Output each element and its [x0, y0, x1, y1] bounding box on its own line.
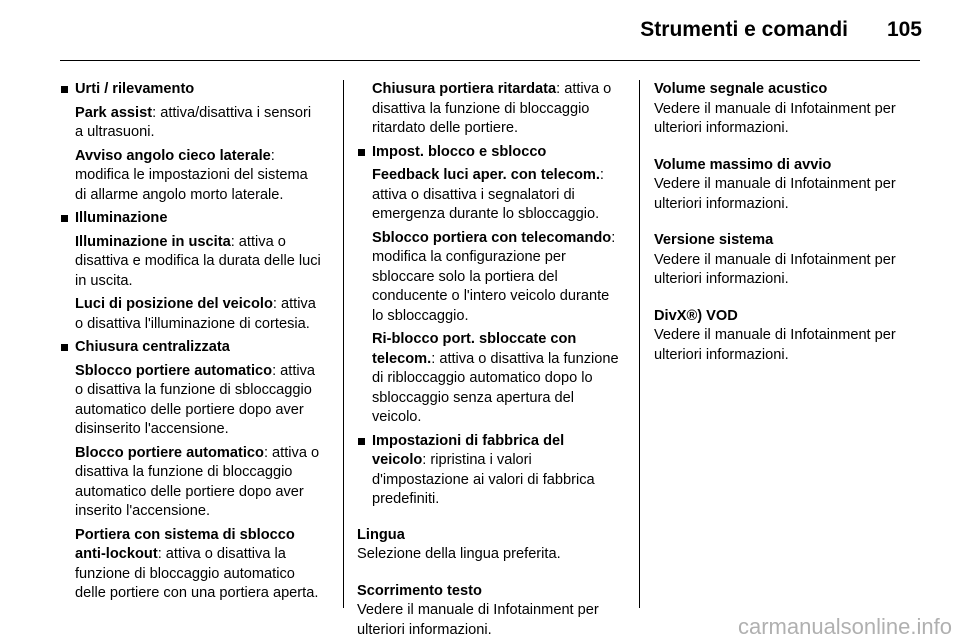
page-header — [0, 0, 960, 60]
chapter-title: Strumenti e comandi — [640, 18, 848, 41]
entry-impostazioni-fabbrica — [372, 432, 619, 510]
section-lingua — [357, 526, 619, 565]
group-title: Chiusura centralizzata — [75, 339, 230, 355]
section-volume-segnale — [654, 80, 922, 139]
section-title: Lingua — [357, 526, 405, 543]
column-divider — [343, 80, 344, 608]
entry-text: : attiva o disattiva e modifica la durata delle luci in uscita. — [75, 233, 321, 289]
entry-text: : modifica le impostazioni del sistema di allarme angolo morto laterale. — [75, 147, 308, 203]
entry-park-assist — [75, 104, 322, 143]
entry-title: Sblocco portiera con telecomando — [372, 229, 612, 246]
entry-title: Ri-blocco port. sbloccate con telecom. — [372, 331, 577, 367]
entry-chiusura-ritardata — [372, 80, 619, 139]
section-scorrimento-testo — [357, 582, 619, 641]
group-chiusura-centralizzata — [60, 338, 322, 604]
entry-title: Feedback luci aper. con telecom. — [372, 167, 600, 183]
section-volume-massimo — [654, 156, 922, 215]
entry-text: : attiva o disattiva la funzione di bloccaggio ritardato delle portiere. — [372, 81, 612, 136]
watermark: carmanualsonline.info — [737, 614, 952, 639]
group-title: Urti / rilevamento — [75, 81, 195, 97]
entry-title: Blocco portiere automatico — [75, 444, 264, 461]
entry-text: : attiva/disattiva i sensori a ultrasuoni. — [75, 104, 312, 140]
entry-avviso-angolo-cieco — [75, 147, 322, 206]
entry-text: : attiva o disattiva la funzione di bloccaggio automatico delle portiere con una portiera aperta. — [75, 546, 319, 601]
entry-anti-lockout — [75, 526, 322, 604]
entry-luci-posizione — [75, 295, 322, 334]
section-title: Scorrimento testo — [357, 582, 482, 599]
entry-text: : modifica la configurazione per sbloccare solo la portiera del conducente o l'intero veicolo durante lo sbloccaggio. — [372, 229, 616, 324]
entry-title: Avviso angolo cieco laterale — [75, 147, 271, 164]
section-title: Versione sistema — [654, 232, 774, 248]
entry-title: Luci di posizione del veicolo — [75, 296, 273, 312]
header-divider — [60, 60, 920, 61]
group-impostazioni-fabbrica — [357, 432, 619, 510]
section-versione-sistema — [654, 231, 922, 290]
group-illuminazione — [60, 209, 322, 334]
column-3 — [654, 80, 922, 365]
entry-text: : attiva o disattiva l'illuminazione di cortesia. — [75, 296, 316, 332]
entry-title: Illuminazione in uscita — [75, 233, 231, 250]
section-text: Vedere il manuale di Infotainment per ulteriori informazioni. — [654, 100, 896, 136]
section-text: Vedere il manuale di Infotainment per ulteriori informazioni. — [654, 251, 896, 287]
section-title: Volume massimo di avvio — [654, 156, 832, 173]
square-bullet-icon — [61, 215, 68, 222]
column-2 — [357, 80, 619, 640]
entry-title: Chiusura portiera ritardata — [372, 81, 557, 97]
continuation-entry — [357, 80, 619, 139]
entry-title: Park assist — [75, 104, 153, 121]
entry-title: Sblocco portiere automatico — [75, 362, 273, 379]
square-bullet-icon — [358, 438, 365, 445]
entry-illuminazione-uscita — [75, 233, 322, 292]
section-text: Vedere il manuale di Infotainment per ulteriori informazioni. — [654, 176, 896, 212]
group-urti-rilevamento — [60, 80, 322, 205]
entry-feedback-luci — [372, 166, 619, 225]
square-bullet-icon — [358, 149, 365, 156]
square-bullet-icon — [61, 86, 68, 93]
column-divider — [639, 80, 640, 608]
entry-title: Portiera con sistema di sblocco anti-lockout — [75, 526, 295, 562]
entry-text: : attiva o disattiva la funzione di sbloccaggio automatico delle portiere dopo aver disinserito l'accensione. — [75, 362, 316, 437]
entry-text: : attiva o disattiva la funzione di bloccaggio automatico delle portiere dopo aver inserito l'accensione. — [75, 444, 320, 519]
section-text: Vedere il manuale di Infotainment per ulteriori informazioni. — [357, 602, 599, 638]
section-text: Vedere il manuale di Infotainment per ulteriori informazioni. — [654, 327, 896, 363]
section-title: DivX®) VOD — [654, 307, 738, 324]
section-text: Selezione della lingua preferita. — [357, 546, 561, 562]
entry-sblocco-telecomando — [372, 229, 619, 327]
entry-sblocco-portiere-auto — [75, 362, 322, 440]
group-title: Illuminazione — [75, 210, 168, 226]
entry-text: : ripristina i valori d'impostazione ai valori di fabbrica predefiniti. — [372, 452, 595, 507]
section-divx-vod — [654, 307, 922, 366]
square-bullet-icon — [61, 344, 68, 351]
page-number: 105 — [886, 18, 922, 41]
column-1 — [60, 80, 322, 604]
group-title: Impost. blocco e sblocco — [372, 143, 547, 160]
group-title: Impostazioni di fabbrica del veicolo — [372, 432, 565, 468]
entry-text: : attiva o disattiva la funzione di ribloccaggio automatico dopo lo sbloccaggio senza apertura del veicolo. — [372, 350, 619, 425]
entry-text: : attiva o disattiva i segnalatori di emergenza durante lo sbloccaggio. — [372, 167, 604, 222]
entry-blocco-portiere-auto — [75, 444, 322, 522]
group-impost-blocco — [357, 143, 619, 428]
section-title: Volume segnale acustico — [654, 81, 828, 97]
entry-ri-blocco — [372, 330, 619, 428]
